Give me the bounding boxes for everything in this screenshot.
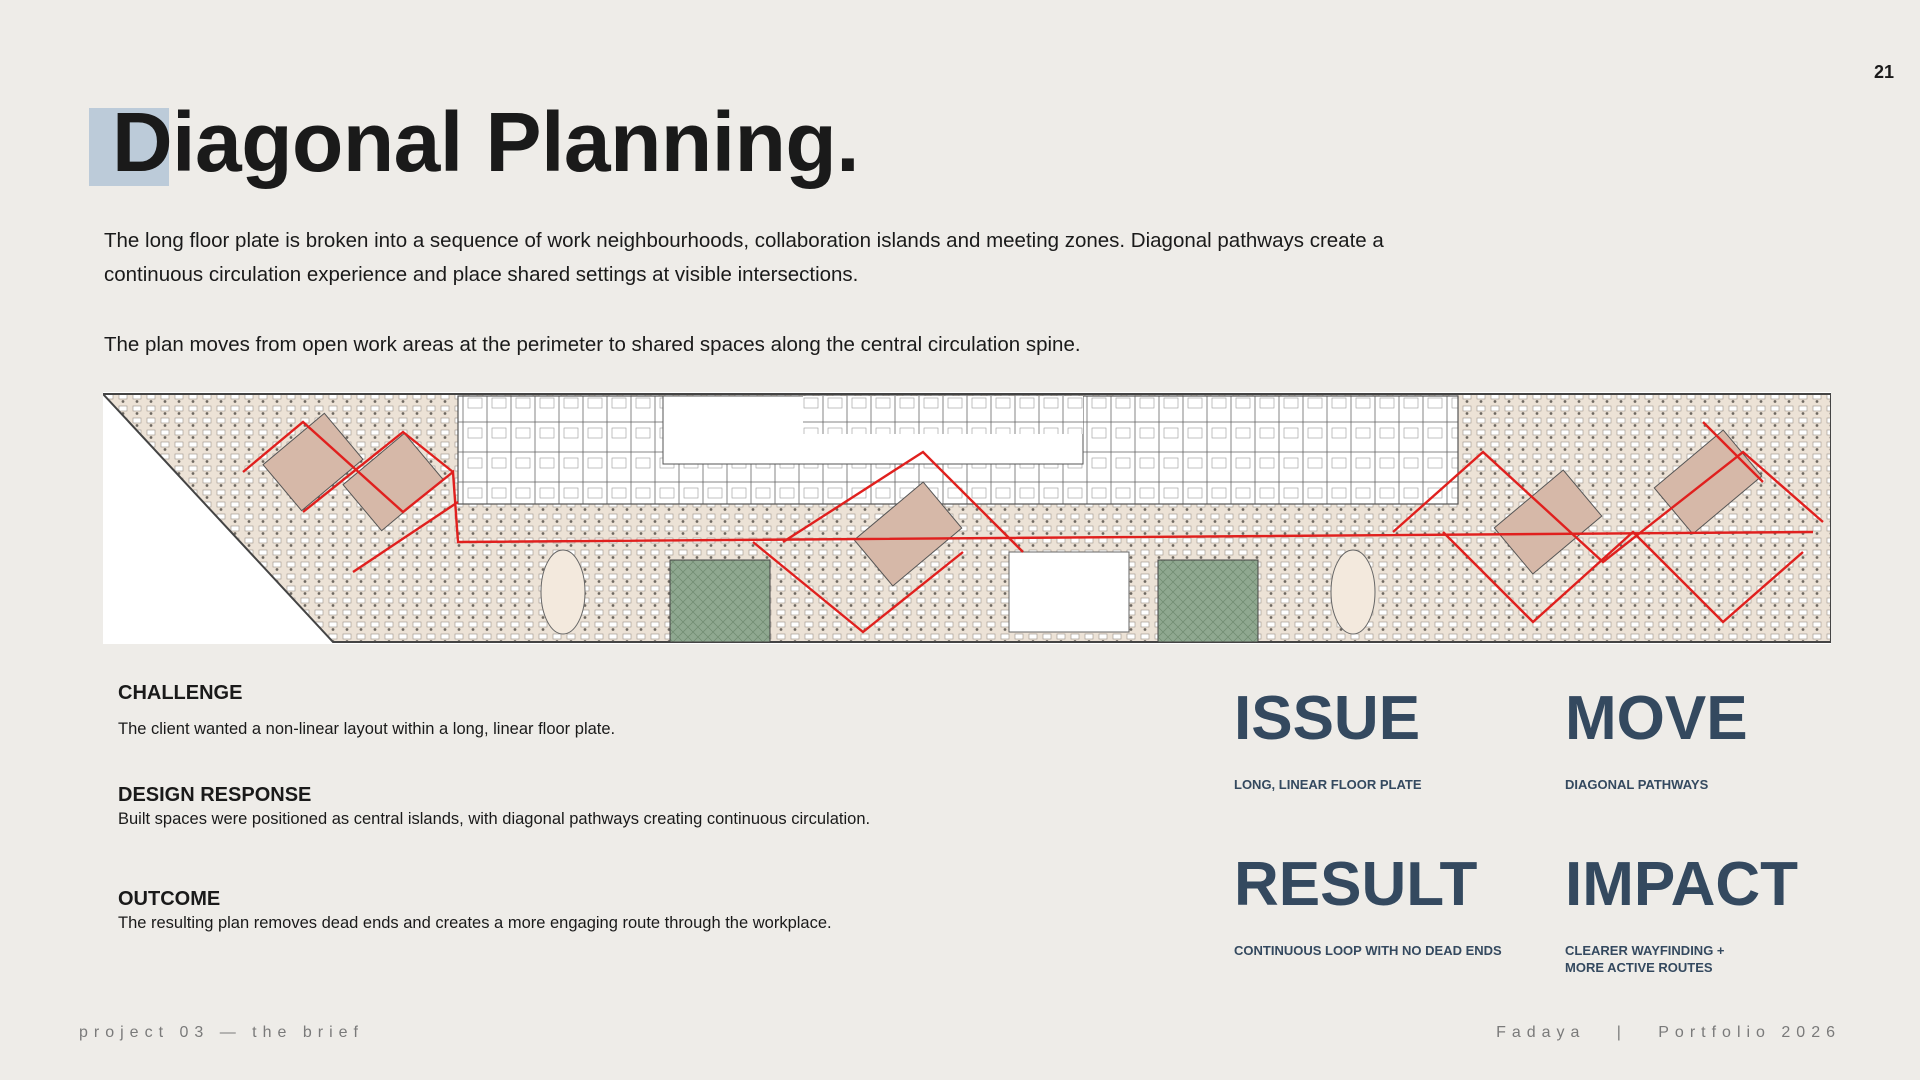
design-response-body: Built spaces were positioned as central islands, with diagonal pathways creating continuous circulation. [118,810,871,828]
metric-move-caption: DIAGONAL PATHWAYS [1565,777,1709,792]
metric-issue-caption: LONG, LINEAR FLOOR PLATE [1234,777,1422,792]
outcome-section [118,888,878,934]
metric-issue [1234,684,1534,793]
page-number: 21 [1873,62,1894,82]
challenge-heading: CHALLENGE [118,682,243,704]
challenge-body: The client wanted a non-linear layout within a long, linear floor plate. [118,720,616,738]
metric-impact-word: IMPACT [1565,850,1799,919]
intro-paragraph-2: The plan moves from open work areas at the perimeter to shared spaces along the central circulation spine. [104,333,1081,356]
metric-result-caption: CONTINUOUS LOOP WITH NO DEAD ENDS [1234,943,1502,958]
outcome-body: The resulting plan removes dead ends and creates a more engaging route through the workplace. [118,914,832,932]
design-response-heading: DESIGN RESPONSE [118,784,312,806]
metric-result [1234,850,1534,959]
metric-impact [1565,850,1865,976]
metric-result-word: RESULT [1234,850,1478,919]
metric-move [1565,684,1865,793]
outcome-heading: OUTCOME [118,888,221,910]
floor-plan-drawing [103,392,1831,644]
footer-portfolio-label: Fadaya | Portfolio 2026 [1496,1024,1841,1041]
floor-plan-image [103,392,1831,644]
intro-paragraph-1: The long floor plate is broken into a sequence of work neighbourhoods, collaboration islands and meeting zones. Diagonal pathways create a continuous circulation experience and place shared settings at visible intersections. [104,229,1384,286]
page-title: Diagonal Planning. [112,95,860,189]
metric-move-word: MOVE [1565,684,1748,753]
footer-project-label: project 03 — the brief [79,1024,364,1041]
metric-impact-caption: CLEARER WAYFINDING + MORE ACTIVE ROUTES [1565,943,1725,975]
metric-issue-word: ISSUE [1234,684,1421,753]
challenge-section [118,682,878,740]
design-response-section [118,784,878,830]
